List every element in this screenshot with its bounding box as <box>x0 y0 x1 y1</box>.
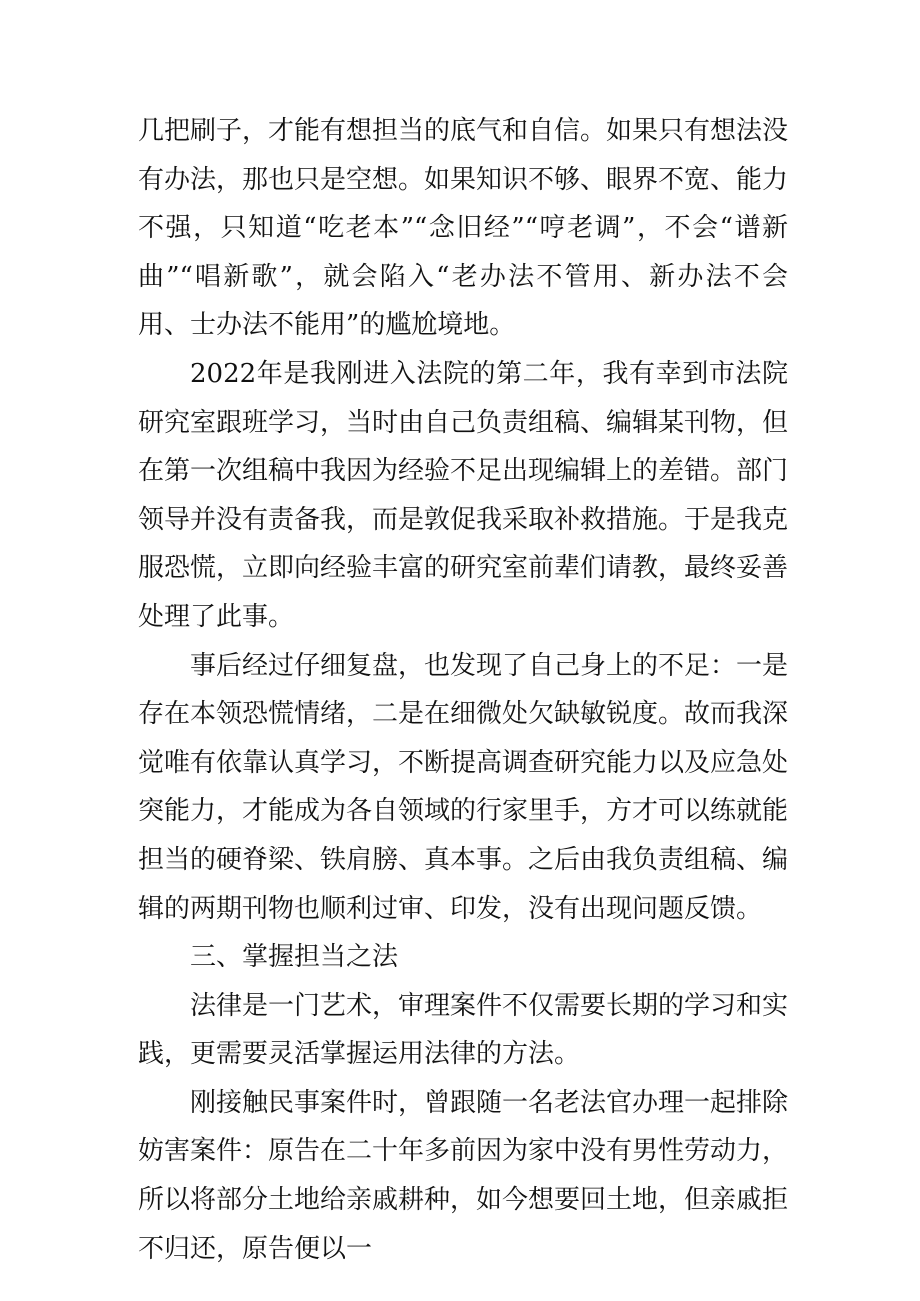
paragraph-1: 几把刷子，才能有想担当的底气和自信。如果只有想法没有办法，那也只是空想。如果知识不够、眼界不宽、能力不强，只知道“吃老本”“念旧经”“哼老调”，不会“谱新曲”“唱新歌”，就会陷入“老办法不管用、新办法不会用、士办法不能用”的尴尬境地。 <box>138 116 789 341</box>
paragraph-4: 法律是一门艺术，审理案件不仅需要长期的学习和实践，更需要灵活掌握运用法律的方法。 <box>138 990 789 1070</box>
paragraph-5: 刚接触民事案件时，曾跟随一名老法官办理一起排除妨害案件：原告在二十年多前因为家中没有男性劳动力，所以将部分土地给亲戚耕种，如今想要回土地，但亲戚拒不归还，原告便以一 <box>138 1087 789 1264</box>
document-body <box>138 107 788 1273</box>
section-heading: 三、掌握担当之法 <box>190 942 399 973</box>
paragraph-2: 2022年是我刚进入法院的第二年，我有幸到市法院研究室跟班学习，当时由自己负责组稿、编辑某刊物，但在第一次组稿中我因为经验不足出现编辑上的差错。部门领导并没有责备我，而是敦促我采取补救措施。于是我克服恐慌，立即向经验丰富的研究室前辈们请教，最终妥善处理了此事。 <box>138 358 789 632</box>
paragraph-3: 事后经过仔细复盘，也发现了自己身上的不足：一是存在本领恐慌情绪，二是在细微处欠缺敏锐度。故而我深觉唯有依靠认真学习，不断提高调查研究能力以及应急处突能力，才能成为各自领域的行家里手，方才可以练就能担当的硬脊梁、铁肩膀、真本事。之后由我负责组稿、编辑的两期刊物也顺利过审、印发，没有出现问题反馈。 <box>138 650 789 924</box>
